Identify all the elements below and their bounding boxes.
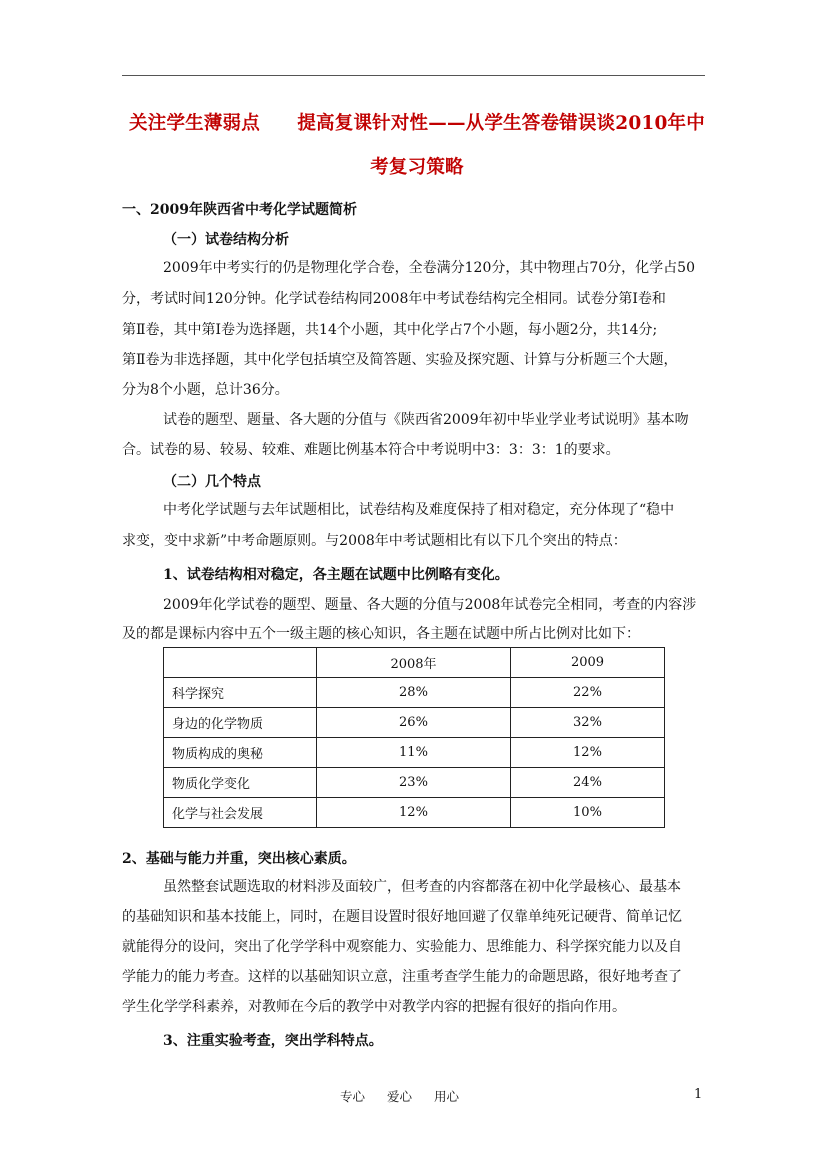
table-header-cell: 2008年 [317,648,511,678]
paragraph-line: 合。试卷的易、较易、较难、难题比例基本符合中考说明中3：3：3：1的要求。 [122,442,620,458]
paragraph-line: 及的都是课标内容中五个一级主题的核心知识，各主题在试题中所占比例对比如下： [122,626,640,642]
paragraph-line: 分，考试时间120分钟。化学试卷结构同2008年中考试卷结构完全相同。试卷分第Ⅰ卷和 [122,291,666,307]
paragraph-line: 试卷的题型、题量、各大题的分值与《陕西省2009年初中毕业学业考试说明》基本吻 [163,412,689,428]
document-title-line-1: 关注学生薄弱点 提高复课针对性——从学生答卷错误谈2010年中 [129,113,705,134]
table-row [164,798,665,828]
paragraph-line: 分为8个小题，总计36分。 [122,382,289,398]
table-header-cell: 2009 [510,648,664,678]
table-cell: 23% [317,768,511,798]
paragraph-line: 学能力的能力考查。这样的以基础知识立意，注重考查学生能力的命题思路，很好地考查了 [122,969,682,985]
paragraph-line: 虽然整套试题选取的材料涉及面较广，但考查的内容都落在初中化学最核心、最基本 [163,879,681,895]
point-3-heading: 3、注重实验考查，突出学科特点。 [163,1033,383,1049]
table-cell: 12% [317,798,511,828]
table-cell: 28% [317,678,511,708]
paragraph-line: 第Ⅱ卷为非选择题，其中化学包括填空及简答题、实验及探究题、计算与分析题三个大题， [122,352,678,368]
table-cell: 12% [510,738,664,768]
subsection-2-heading: （二）几个特点 [163,474,261,490]
paragraph-line: 2009年中考实行的仍是物理化学合卷，全卷满分120分，其中物理占70分，化学占50 [163,260,695,276]
table-header-row [164,648,665,678]
table-cell: 26% [317,708,511,738]
document-title-line-2: 考复习策略 [370,157,464,178]
topic-proportion-table [163,647,665,828]
footer-item: 专心 [340,1089,366,1104]
subsection-1-heading: （一）试卷结构分析 [163,232,289,248]
paragraph-line: 中考化学试题与去年试题相比，试卷结构及难度保持了相对稳定，充分体现了“稳中 [163,502,675,518]
paragraph-line: 学生化学学科素养，对教师在今后的教学中对教学内容的把握有很好的指向作用。 [122,999,626,1015]
paragraph-line: 2009年化学试卷的题型、题量、各大题的分值与2008年试卷完全相同，考查的内容涉 [163,597,697,613]
table-row [164,678,665,708]
footer-item: 爱心 [387,1089,413,1104]
footer-item: 用心 [434,1089,460,1104]
table-cell: 11% [317,738,511,768]
paragraph-line: 第Ⅱ卷，其中第Ⅰ卷为选择题，共14个小题，其中化学占7个小题，每小题2分，共14分; [122,322,658,338]
point-1-heading: 1、试卷结构相对稳定，各主题在试题中比例略有变化。 [163,567,509,583]
table-cell: 24% [510,768,664,798]
paragraph-line: 就能得分的设问，突出了化学学科中观察能力、实验能力、思维能力、科学探究能力以及自 [122,939,682,955]
paragraph-line: 的基础知识和基本技能上，同时，在题目设置时很好地回避了仅靠单纯死记硬背、简单记忆 [122,909,682,925]
page-footer [340,1087,477,1105]
table-cell: 化学与社会发展 [164,798,317,828]
table-cell: 22% [510,678,664,708]
header-rule [122,75,705,76]
page-number: 1 [694,1087,703,1102]
table-cell: 物质构成的奥秘 [164,738,317,768]
point-2-heading: 2、基础与能力并重，突出核心素质。 [122,851,356,867]
table-cell: 科学探究 [164,678,317,708]
section-1-heading: 一、2009年陕西省中考化学试题简析 [122,202,357,218]
table-cell: 32% [510,708,664,738]
table-cell: 物质化学变化 [164,768,317,798]
table-cell: 10% [510,798,664,828]
table-cell: 身边的化学物质 [164,708,317,738]
table-row [164,708,665,738]
paragraph-line: 求变，变中求新”中考命题原则。与2008年中考试题相比有以下几个突出的特点： [122,533,627,549]
table-header-cell [164,648,317,678]
table-row [164,768,665,798]
table-row [164,738,665,768]
